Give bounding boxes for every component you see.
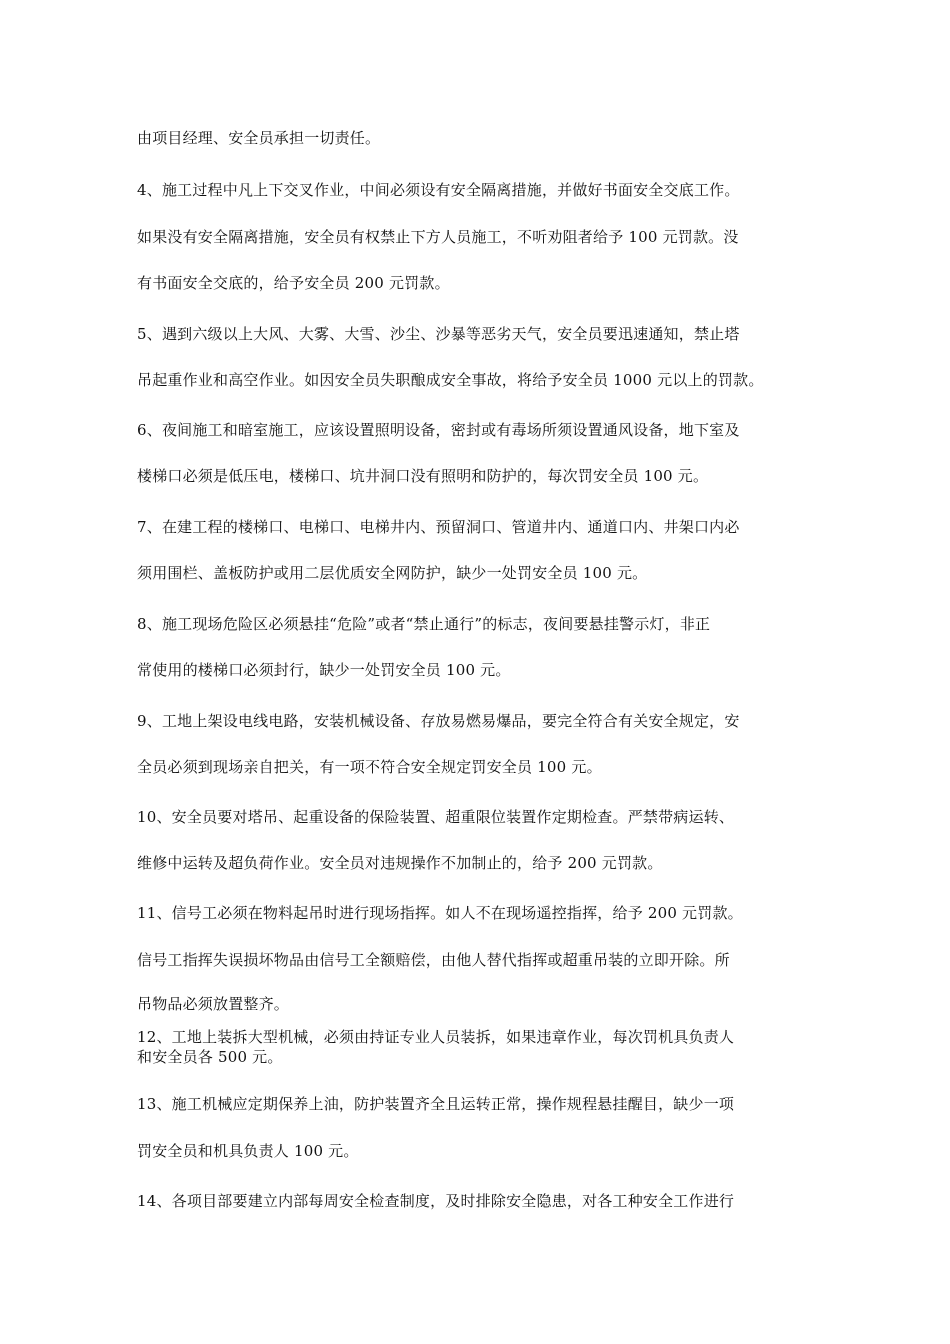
text-line: 11、信号工必须在物料起吊时进行现场指挥。如人不在现场遥控指挥，给予 200 元罚款。 [137,904,743,922]
text-line: 楼梯口必须是低压电，楼梯口、坑井洞口没有照明和防护的，每次罚安全员 100 元。 [137,467,709,485]
text-line: 须用围栏、盖板防护或用二层优质安全网防护，缺少一处罚安全员 100 元。 [137,564,648,582]
text-line: 由项目经理、安全员承担一切责任。 [137,129,381,147]
text-line: 13、施工机械应定期保养上油，防护装置齐全且运转正常，操作规程悬挂醒目，缺少一项 [137,1095,735,1113]
text-line: 维修中运转及超负荷作业。安全员对违规操作不加制止的，给予 200 元罚款。 [137,854,663,872]
text-line: 4、施工过程中凡上下交叉作业，中间必须设有安全隔离措施，并做好书面安全交底工作。 [137,181,740,199]
text-line: 12、工地上装拆大型机械，必须由持证专业人员装拆，如果违章作业，每次罚机具负责人 [137,1028,735,1046]
text-line: 和安全员各 500 元。 [137,1048,283,1066]
text-line: 如果没有安全隔离措施，安全员有权禁止下方人员施工，不听劝阻者给予 100 元罚款。没 [137,228,739,246]
text-line: 有书面安全交底的，给予安全员 200 元罚款。 [137,274,450,292]
text-line: 吊起重作业和高空作业。如因安全员失职酿成安全事故，将给予安全员 1000 元以上的罚款。 [137,371,764,389]
text-line: 8、施工现场危险区必须悬挂“危险”或者“禁止通行”的标志，夜间要悬挂警示灯，非正 [137,615,711,633]
text-line: 常使用的楼梯口必须封行，缺少一处罚安全员 100 元。 [137,661,511,679]
text-line: 9、工地上架设电线电路，安装机械设备、存放易燃易爆品，要完全符合有关安全规定，安 [137,712,740,730]
text-line: 5、遇到六级以上大风、大雾、大雪、沙尘、沙暴等恶劣天气，安全员要迅速通知，禁止塔 [137,325,740,343]
text-line: 全员必须到现场亲自把关，有一项不符合安全规定罚安全员 100 元。 [137,758,602,776]
text-line: 罚安全员和机具负责人 100 元。 [137,1142,359,1160]
text-line: 14、各项目部要建立内部每周安全检查制度，及时排除安全隐患，对各工种安全工作进行 [137,1192,735,1210]
text-line: 6、夜间施工和暗室施工，应该设置照明设备，密封或有毒场所须设置通风设备，地下室及 [137,421,740,439]
text-line: 信号工指挥失误损坏物品由信号工全额赔偿，由他人替代指挥或超重吊装的立即开除。所 [137,951,730,969]
text-line: 吊物品必须放置整齐。 [137,995,290,1013]
text-line: 7、在建工程的楼梯口、电梯口、电梯井内、预留洞口、管道井内、通道口内、井架口内必 [137,518,740,536]
text-line: 10、安全员要对塔吊、起重设备的保险装置、超重限位装置作定期检查。严禁带病运转、 [137,808,735,826]
